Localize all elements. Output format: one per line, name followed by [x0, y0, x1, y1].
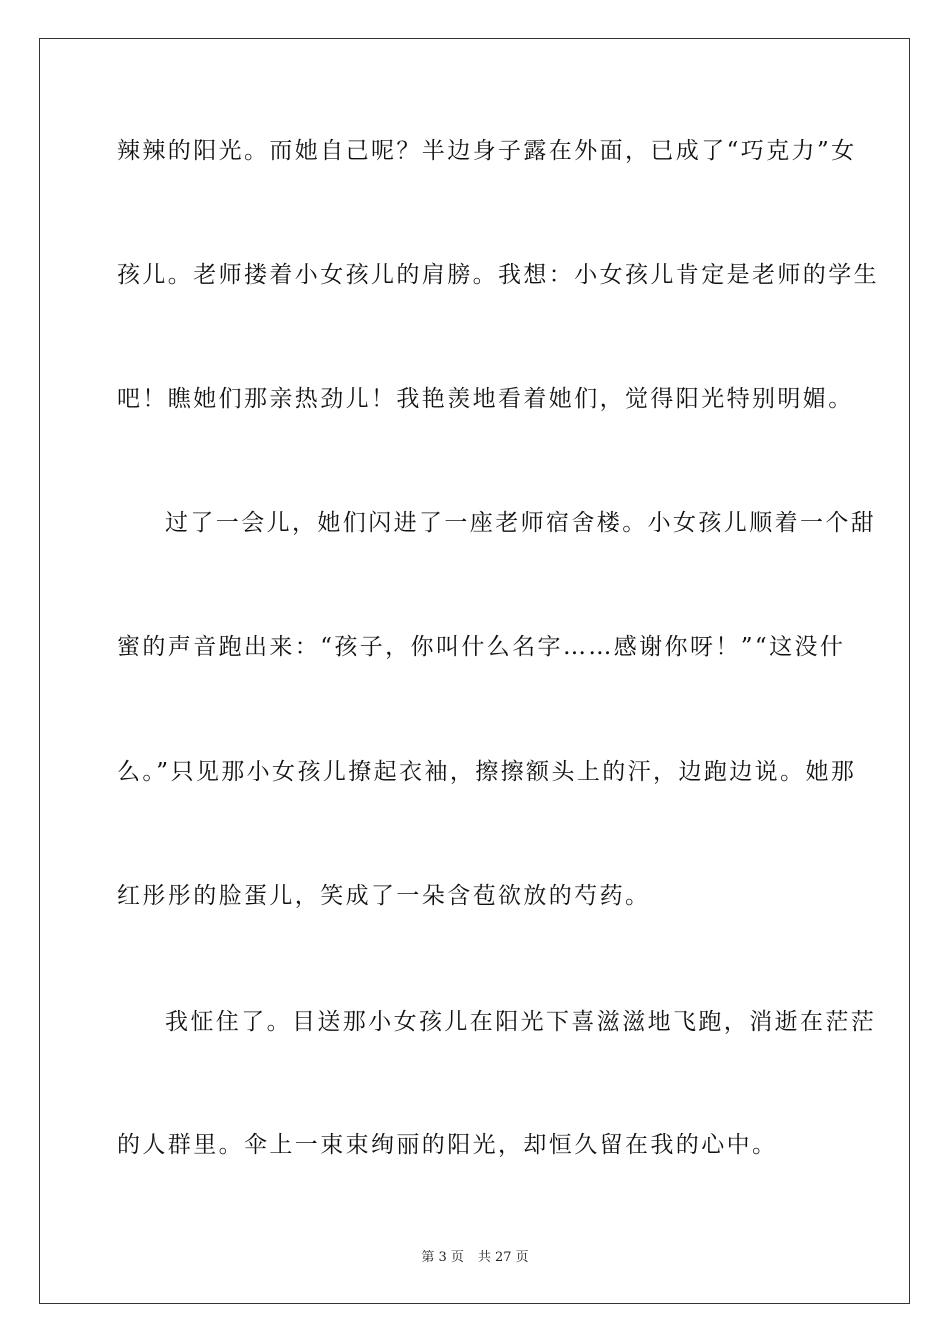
- text-line: 我怔住了。目送那小女孩儿在阳光下喜滋滋地飞跑，消逝在茫茫: [165, 1009, 877, 1035]
- text-line: 红彤彤的脸蛋儿，笑成了一朵含苞欲放的芍药。: [117, 883, 651, 909]
- text-line: 过了一会儿，她们闪进了一座老师宿舍楼。小女孩儿顺着一个甜: [165, 510, 877, 536]
- text-line: 么。”只见那小女孩儿撩起衣袖，擦擦额头上的汗，边跑边说。她那: [117, 759, 857, 785]
- text-line: 辣辣的阳光。而她自己呢？半边身子露在外面，已成了“巧克力”女: [117, 138, 857, 164]
- text-line: 吧！瞧她们那亲热劲儿！我艳羡地看着她们，觉得阳光特别明媚。: [117, 386, 854, 412]
- page-number: 第 3 页: [421, 1250, 464, 1265]
- page-footer: [0, 1246, 950, 1265]
- page-total: 共 27 页: [477, 1250, 529, 1265]
- text-line: 的人群里。伞上一束束绚丽的阳光，却恒久留在我的心中。: [117, 1132, 778, 1158]
- page-frame: [39, 38, 910, 1304]
- text-line: 蜜的声音跑出来：“孩子，你叫什么名字……感谢你呀！”“这没什: [117, 634, 846, 660]
- text-line: 孩儿。老师搂着小女孩儿的肩膀。我想：小女孩儿肯定是老师的学生: [117, 262, 879, 288]
